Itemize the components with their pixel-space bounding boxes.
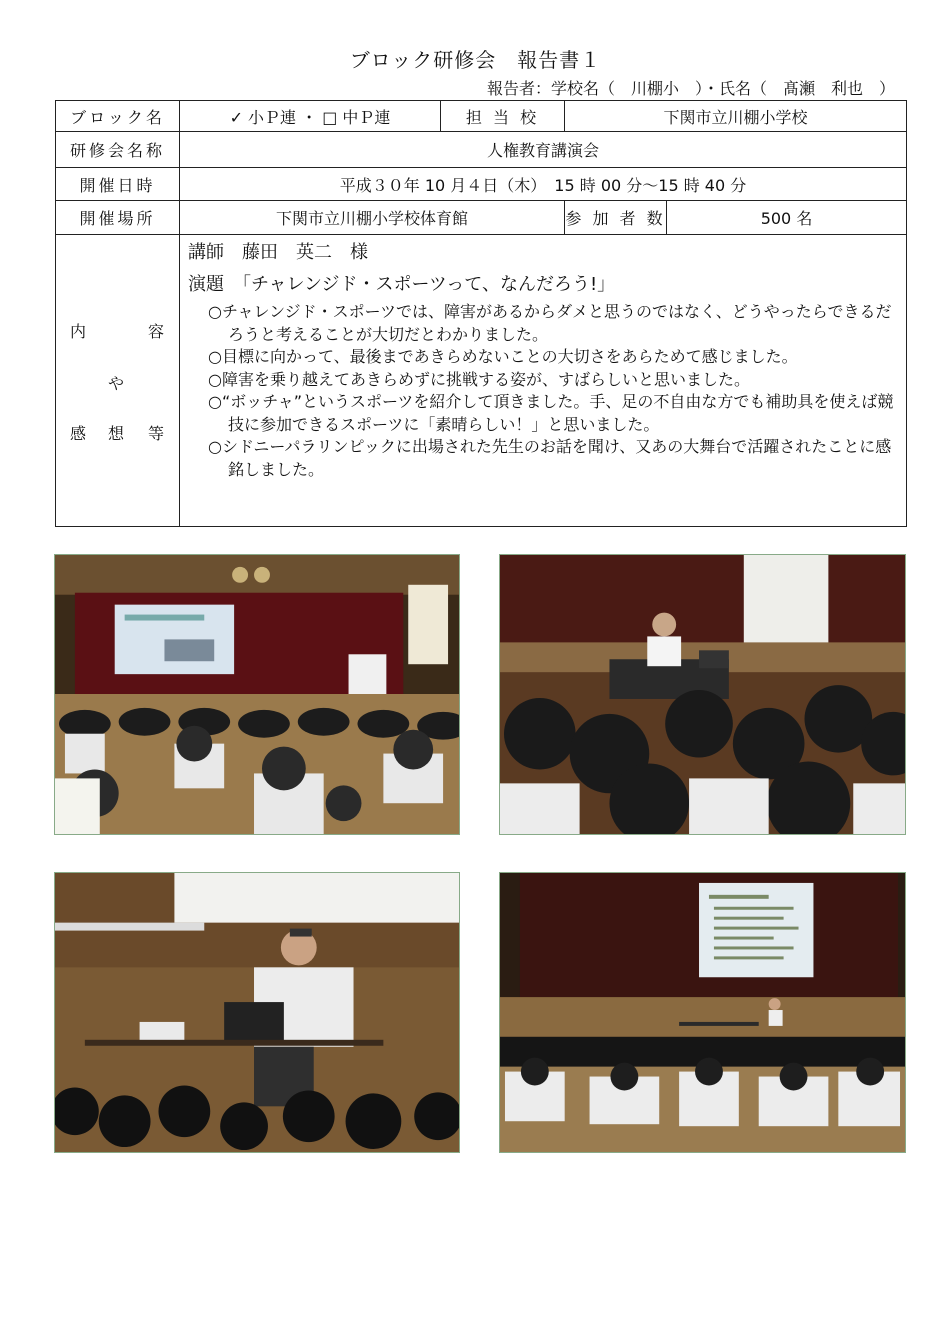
block-label: ブロック名: [56, 101, 180, 132]
content-label-char: 内: [70, 322, 87, 341]
report-form-table: [55, 100, 907, 527]
event-photo-gym-wide: [499, 872, 906, 1153]
event-photo-lecturer-speaking: [54, 872, 460, 1153]
event-photo-lecturer-desk: [499, 554, 906, 835]
content-label-char: 等: [148, 424, 165, 443]
lecture-topic: 演題 「チャレンジド・スポーツって、なんだろう!」: [188, 274, 616, 295]
impression-item: ○障害を乗り越えてあきらめずに挑戦する姿が、すばらしいと思いました。: [208, 369, 750, 389]
count-label: 参 加 者 数: [565, 201, 667, 235]
impression-item: ○目標に向かって、最後まであきらめないことの大切さをあらためて感じました。: [208, 347, 798, 366]
reporter-line: 報告者：学校名（ 川棚小 ）・氏名（ 髙瀬 利也 ）: [486, 79, 895, 98]
lecturer: 講師 藤田 英二 様: [188, 242, 368, 263]
place-value: 下関市立川棚小学校体育館: [180, 201, 565, 235]
place-label: 開催場所: [56, 201, 180, 235]
count-value: 500 名: [667, 201, 907, 235]
date-label: 開催日時: [56, 168, 180, 201]
date-value: 平成３０年 10 月４日（木） 15 時 00 分～15 時 40 分: [180, 168, 907, 201]
school-value: 下関市立川棚小学校: [565, 101, 907, 132]
impression-item: ○シドニーパラリンピックに出場された先生のお話を聞け、又あの大舞台で活躍されたことに感銘しました。: [208, 437, 892, 479]
content-label-char: や: [108, 374, 125, 393]
content-label-char: 容: [148, 322, 165, 341]
impression-item: ○チャレンジド・スポーツでは、障害があるからダメと思うのではなく、どうやったらできるだろうと考えることが大切だとわかりました。: [208, 302, 892, 344]
block-value: ✓ 小Ｐ連 ・ □ 中Ｐ連: [180, 101, 441, 132]
content-label-char: 想: [108, 424, 125, 443]
impression-item: ○“ボッチャ”というスポーツを紹介して頂きました。手、足の不自由な方でも補助具を使えば競技に参加できるスポーツに「素晴らしい！」と思いました。: [208, 392, 894, 434]
content-label-char: 感: [70, 424, 87, 443]
name-value: 人権教育講演会: [180, 132, 907, 168]
content-cell: [180, 235, 907, 527]
report-title: ブロック研修会 報告書１: [349, 48, 602, 72]
name-label: 研修会名称: [56, 132, 180, 168]
event-photo-stage: [54, 554, 460, 835]
content-label: [56, 235, 180, 527]
school-label: 担 当 校: [441, 101, 565, 132]
impressions-list: [188, 301, 900, 481]
